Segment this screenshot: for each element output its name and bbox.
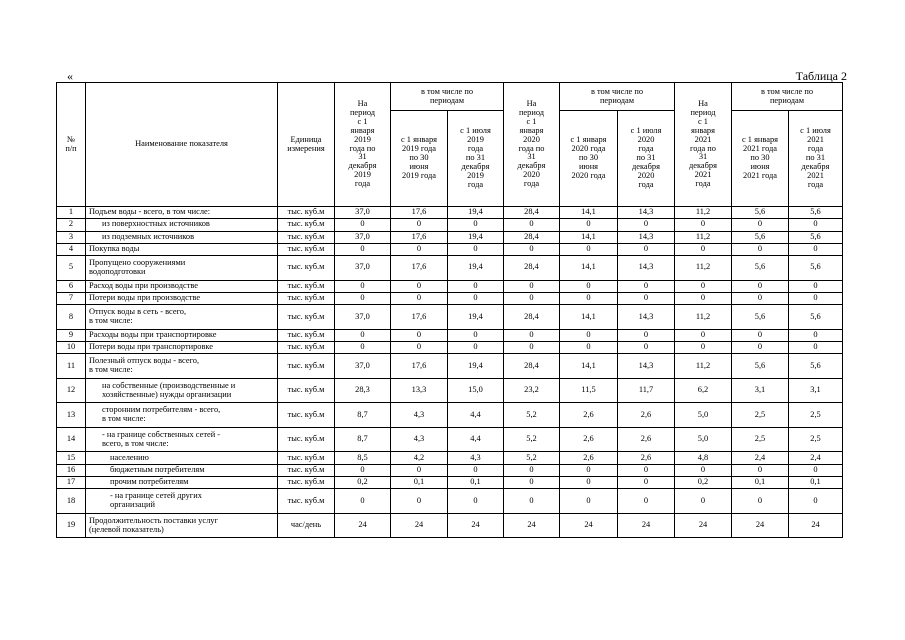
header-period-2020-total (504, 83, 560, 207)
value-cell: 0 (732, 342, 789, 354)
header-period-2019-group-text: в том числе по периодам (420, 86, 474, 105)
value-cell: 0 (560, 219, 618, 231)
indicator-name-cell: Расход воды при производстве (86, 280, 278, 292)
value-cell: 5,2 (504, 427, 560, 452)
value-cell: 4,4 (448, 403, 504, 428)
row-number-cell: 16 (57, 464, 86, 476)
value-cell: 8,7 (335, 427, 391, 452)
value-cell: 28,4 (504, 231, 560, 243)
value-cell: 2,6 (618, 452, 675, 464)
value-cell: 0 (732, 489, 789, 514)
value-cell: 5,6 (789, 207, 843, 219)
unit-cell: тыс. куб.м (278, 292, 335, 304)
row-number-cell: 3 (57, 231, 86, 243)
table-row (57, 219, 900, 231)
value-cell: 0,1 (448, 476, 504, 488)
row-number-cell: 15 (57, 452, 86, 464)
value-cell: 0 (675, 280, 732, 292)
value-cell: 0,1 (789, 476, 843, 488)
value-cell: 0 (675, 464, 732, 476)
value-cell: 8,7 (335, 403, 391, 428)
value-cell: 5,2 (504, 403, 560, 428)
value-cell: 5,0 (675, 403, 732, 428)
value-cell: 2,6 (560, 452, 618, 464)
value-cell: 0 (335, 329, 391, 341)
value-cell: 2,4 (789, 452, 843, 464)
indicator-name-cell: - на границе сетей других организаций (86, 489, 278, 514)
value-cell: 0 (732, 219, 789, 231)
header-period-2019-group (391, 83, 504, 111)
value-cell: 14,1 (560, 231, 618, 243)
value-cell: 0 (618, 219, 675, 231)
table-row (57, 342, 900, 354)
unit-cell: тыс. куб.м (278, 378, 335, 403)
header-indicator-name-text: Наименование показателя (135, 139, 228, 149)
value-cell: 0 (391, 280, 448, 292)
value-cell: 0 (448, 292, 504, 304)
header-period-2021-half2-text: с 1 июля 2021 года по 31 декабря 2021 года (800, 126, 831, 189)
value-cell: 0 (675, 243, 732, 255)
unit-cell: тыс. куб.м (278, 219, 335, 231)
header-period-2021-half2 (789, 111, 843, 207)
header-period-2020-total-text: На период с 1 января 2020 года по 31 декабря 2020 года (517, 98, 546, 189)
table-row (57, 354, 900, 379)
value-cell: 0 (504, 329, 560, 341)
value-cell: 0 (335, 243, 391, 255)
value-cell: 0 (504, 292, 560, 304)
header-period-2020-half2 (618, 111, 675, 207)
value-cell: 19,4 (448, 207, 504, 219)
value-cell: 11,7 (618, 378, 675, 403)
value-cell: 2,6 (618, 427, 675, 452)
value-cell: 19,4 (448, 305, 504, 330)
value-cell: 24 (789, 513, 843, 538)
value-cell: 28,3 (335, 378, 391, 403)
unit-cell: тыс. куб.м (278, 305, 335, 330)
table-row (57, 378, 900, 403)
indicator-name-cell: Подъем воды - всего, в том числе: (86, 207, 278, 219)
value-cell: 0 (618, 329, 675, 341)
value-cell: 0 (560, 329, 618, 341)
header-period-2021-group-text: в том числе по периодам (760, 86, 814, 105)
value-cell: 11,2 (675, 354, 732, 379)
value-cell: 4,4 (448, 427, 504, 452)
value-cell: 2,5 (789, 427, 843, 452)
value-cell: 11,2 (675, 305, 732, 330)
value-cell: 24 (335, 513, 391, 538)
value-cell: 5,6 (789, 354, 843, 379)
unit-cell: час/день (278, 513, 335, 538)
table-row (57, 403, 900, 428)
header-number-text: № п/п (65, 134, 77, 153)
value-cell: 14,3 (618, 231, 675, 243)
value-cell: 37,0 (335, 231, 391, 243)
value-cell: 0 (560, 243, 618, 255)
value-cell: 0 (732, 292, 789, 304)
value-cell: 2,5 (789, 403, 843, 428)
value-cell: 17,6 (391, 305, 448, 330)
value-cell: 14,1 (560, 354, 618, 379)
unit-cell: тыс. куб.м (278, 256, 335, 281)
indicator-name-cell: прочим потребителям (86, 476, 278, 488)
table-row (57, 476, 900, 488)
value-cell: 0 (504, 464, 560, 476)
header-period-2021-half1 (732, 111, 789, 207)
value-cell: 0 (448, 489, 504, 514)
value-cell: 2,4 (732, 452, 789, 464)
value-cell: 11,2 (675, 256, 732, 281)
table-row (57, 489, 900, 514)
header-period-2019-half1-text: с 1 января 2019 года по 30 июня 2019 года (400, 135, 438, 180)
header-unit-text: Единица измерения (287, 134, 325, 153)
value-cell: 0 (335, 292, 391, 304)
value-cell: 0 (391, 243, 448, 255)
table-row (57, 292, 900, 304)
value-cell: 6,2 (675, 378, 732, 403)
unit-cell: тыс. куб.м (278, 354, 335, 379)
value-cell: 37,0 (335, 354, 391, 379)
row-number-cell: 4 (57, 243, 86, 255)
value-cell: 11,2 (675, 231, 732, 243)
value-cell: 0 (675, 342, 732, 354)
value-cell: 0 (391, 329, 448, 341)
header-period-2021-half1-text: с 1 января 2021 года по 30 июня 2021 года (741, 135, 779, 180)
indicator-name-cell: Отпуск воды в сеть - всего, в том числе: (86, 305, 278, 330)
value-cell: 5,6 (789, 305, 843, 330)
unit-cell: тыс. куб.м (278, 489, 335, 514)
value-cell: 0 (789, 489, 843, 514)
value-cell: 24 (560, 513, 618, 538)
value-cell: 17,6 (391, 207, 448, 219)
value-cell: 28,4 (504, 256, 560, 281)
value-cell: 11,5 (560, 378, 618, 403)
unit-cell: тыс. куб.м (278, 243, 335, 255)
header-period-2019-half1 (391, 111, 448, 207)
header-number (57, 83, 86, 207)
unit-cell: тыс. куб.м (278, 342, 335, 354)
table-row (57, 427, 900, 452)
value-cell: 37,0 (335, 305, 391, 330)
value-cell: 0 (504, 243, 560, 255)
header-period-2021-group (732, 83, 843, 111)
indicator-name-cell: сторонним потребителям - всего, в том числе: (86, 403, 278, 428)
value-cell: 0 (618, 292, 675, 304)
table-caption: Таблица 2 (795, 69, 847, 83)
value-cell: 23,2 (504, 378, 560, 403)
value-cell: 0 (448, 280, 504, 292)
value-cell: 0 (391, 464, 448, 476)
value-cell: 0 (675, 292, 732, 304)
value-cell: 0,2 (335, 476, 391, 488)
header-unit (278, 83, 335, 207)
row-number-cell: 7 (57, 292, 86, 304)
value-cell: 2,5 (732, 427, 789, 452)
value-cell: 0 (504, 342, 560, 354)
header-period-2020-group (560, 83, 675, 111)
row-number-cell: 18 (57, 489, 86, 514)
table-row (57, 329, 900, 341)
indicator-name-cell: Расходы воды при транспортировке (86, 329, 278, 341)
value-cell: 28,4 (504, 305, 560, 330)
value-cell: 0 (618, 476, 675, 488)
value-cell: 4,8 (675, 452, 732, 464)
value-cell: 5,6 (789, 256, 843, 281)
value-cell: 0 (448, 464, 504, 476)
value-cell: 0 (335, 464, 391, 476)
indicator-name-cell: бюджетным потребителям (86, 464, 278, 476)
value-cell: 0 (560, 280, 618, 292)
value-cell: 14,3 (618, 354, 675, 379)
value-cell: 2,6 (618, 403, 675, 428)
value-cell: 3,1 (789, 378, 843, 403)
value-cell: 0 (732, 243, 789, 255)
value-cell: 14,1 (560, 256, 618, 281)
value-cell: 0 (504, 489, 560, 514)
value-cell: 0 (335, 489, 391, 514)
unit-cell: тыс. куб.м (278, 329, 335, 341)
value-cell: 15,0 (448, 378, 504, 403)
table-row (57, 256, 900, 281)
row-number-cell: 13 (57, 403, 86, 428)
value-cell: 0 (789, 464, 843, 476)
table-row (57, 452, 900, 464)
table-row (57, 513, 900, 538)
value-cell: 24 (391, 513, 448, 538)
header-period-2020-half2-text: с 1 июля 2020 года по 31 декабря 2020 года (630, 126, 662, 189)
value-cell: 0,2 (675, 476, 732, 488)
table-row (57, 231, 900, 243)
indicator-name-cell: - на границе собственных сетей - всего, в том числе: (86, 427, 278, 452)
row-number-cell: 17 (57, 476, 86, 488)
value-cell: 19,4 (448, 231, 504, 243)
value-cell: 4,3 (391, 403, 448, 428)
value-cell: 0 (732, 329, 789, 341)
row-number-cell: 1 (57, 207, 86, 219)
row-number-cell: 5 (57, 256, 86, 281)
row-number-cell: 6 (57, 280, 86, 292)
unit-cell: тыс. куб.м (278, 207, 335, 219)
indicator-name-cell: Пропущено сооружениями водоподготовки (86, 256, 278, 281)
indicator-name-cell: Потери воды при производстве (86, 292, 278, 304)
value-cell: 2,6 (560, 427, 618, 452)
value-cell: 0 (618, 489, 675, 514)
indicator-name-cell: Потери воды при транспортировке (86, 342, 278, 354)
value-cell: 5,6 (789, 231, 843, 243)
value-cell: 0 (675, 329, 732, 341)
indicator-name-cell: из поверхностных источников (86, 219, 278, 231)
row-number-cell: 2 (57, 219, 86, 231)
value-cell: 0 (448, 243, 504, 255)
unit-cell: тыс. куб.м (278, 452, 335, 464)
indicator-name-cell: из подземных источников (86, 231, 278, 243)
value-cell: 0,1 (732, 476, 789, 488)
value-cell: 0 (618, 243, 675, 255)
table-row (57, 305, 900, 330)
value-cell: 0 (618, 342, 675, 354)
header-period-2019-total (335, 83, 391, 207)
value-cell: 3,1 (732, 378, 789, 403)
row-number-cell: 8 (57, 305, 86, 330)
value-cell: 19,4 (448, 256, 504, 281)
value-cell: 0 (391, 292, 448, 304)
value-cell: 0 (448, 342, 504, 354)
value-cell: 5,6 (732, 231, 789, 243)
table-row (57, 464, 900, 476)
value-cell: 0 (789, 219, 843, 231)
value-cell: 0 (618, 280, 675, 292)
row-number-cell: 19 (57, 513, 86, 538)
value-cell: 0,1 (391, 476, 448, 488)
value-cell: 24 (448, 513, 504, 538)
value-cell: 0 (789, 292, 843, 304)
unit-cell: тыс. куб.м (278, 464, 335, 476)
row-number-cell: 14 (57, 427, 86, 452)
value-cell: 0 (732, 464, 789, 476)
value-cell: 0 (504, 219, 560, 231)
value-cell: 11,2 (675, 207, 732, 219)
value-cell: 0 (560, 476, 618, 488)
indicator-name-cell: на собственные (производственные и хозяйственные) нужды организации (86, 378, 278, 403)
value-cell: 0 (391, 342, 448, 354)
unit-cell: тыс. куб.м (278, 280, 335, 292)
row-number-cell: 12 (57, 378, 86, 403)
value-cell: 0 (618, 464, 675, 476)
value-cell: 0 (560, 342, 618, 354)
value-cell: 0 (789, 342, 843, 354)
value-cell: 0 (675, 219, 732, 231)
value-cell: 14,3 (618, 256, 675, 281)
value-cell: 17,6 (391, 354, 448, 379)
value-cell: 17,6 (391, 256, 448, 281)
table-body (57, 207, 900, 538)
value-cell: 0 (789, 280, 843, 292)
value-cell: 14,3 (618, 207, 675, 219)
value-cell: 14,1 (560, 207, 618, 219)
value-cell: 0 (732, 280, 789, 292)
row-number-cell: 9 (57, 329, 86, 341)
indicator-name-cell: Продолжительность поставки услуг (целевой показатель) (86, 513, 278, 538)
value-cell: 2,5 (732, 403, 789, 428)
value-cell: 0 (335, 342, 391, 354)
value-cell: 0 (504, 280, 560, 292)
value-cell: 0 (391, 219, 448, 231)
value-cell: 0 (560, 292, 618, 304)
indicators-table (56, 82, 900, 538)
indicator-name-cell: населению (86, 452, 278, 464)
value-cell: 0 (335, 280, 391, 292)
header-period-2020-half1 (560, 111, 618, 207)
value-cell: 2,6 (560, 403, 618, 428)
unit-cell: тыс. куб.м (278, 427, 335, 452)
table-row (57, 207, 900, 219)
opening-quote-mark: « (67, 69, 73, 83)
value-cell: 5,6 (732, 207, 789, 219)
value-cell: 24 (618, 513, 675, 538)
row-number-cell: 10 (57, 342, 86, 354)
value-cell: 0 (391, 489, 448, 514)
value-cell: 0 (504, 476, 560, 488)
value-cell: 5,6 (732, 256, 789, 281)
value-cell: 24 (675, 513, 732, 538)
value-cell: 4,2 (391, 452, 448, 464)
value-cell: 5,6 (732, 305, 789, 330)
value-cell: 0 (789, 243, 843, 255)
header-period-2021-total (675, 83, 732, 207)
value-cell: 28,4 (504, 207, 560, 219)
value-cell: 5,2 (504, 452, 560, 464)
value-cell: 14,3 (618, 305, 675, 330)
value-cell: 24 (504, 513, 560, 538)
unit-cell: тыс. куб.м (278, 403, 335, 428)
unit-cell: тыс. куб.м (278, 231, 335, 243)
value-cell: 0 (448, 329, 504, 341)
value-cell: 0 (448, 219, 504, 231)
value-cell: 4,3 (391, 427, 448, 452)
value-cell: 28,4 (504, 354, 560, 379)
value-cell: 19,4 (448, 354, 504, 379)
header-period-2019-half2 (448, 111, 504, 207)
table-row (57, 243, 900, 255)
value-cell: 5,6 (732, 354, 789, 379)
value-cell: 24 (732, 513, 789, 538)
indicator-name-cell: Покупка воды (86, 243, 278, 255)
value-cell: 37,0 (335, 207, 391, 219)
value-cell: 4,3 (448, 452, 504, 464)
value-cell: 0 (789, 329, 843, 341)
value-cell: 0 (675, 489, 732, 514)
table-row (57, 280, 900, 292)
header-period-2021-total-text: На период с 1 января 2021 года по 31 декабря 2021 года (689, 98, 717, 189)
value-cell: 37,0 (335, 256, 391, 281)
header-period-2020-half1-text: с 1 января 2020 года по 30 июня 2020 года (570, 135, 607, 180)
indicator-name-cell: Полезный отпуск воды - всего, в том числе: (86, 354, 278, 379)
value-cell: 0 (560, 489, 618, 514)
value-cell: 5,0 (675, 427, 732, 452)
value-cell: 17,6 (391, 231, 448, 243)
header-indicator-name (86, 83, 278, 207)
header-period-2020-group-text: в том числе по периодам (590, 86, 644, 105)
row-number-cell: 11 (57, 354, 86, 379)
value-cell: 0 (560, 464, 618, 476)
value-cell: 0 (335, 219, 391, 231)
unit-cell: тыс. куб.м (278, 476, 335, 488)
header-period-2019-half2-text: с 1 июля 2019 года по 31 декабря 2019 года (460, 126, 491, 189)
header-period-2019-total-text: На период с 1 января 2019 года по 31 декабря 2019 года (348, 98, 377, 189)
value-cell: 8,5 (335, 452, 391, 464)
value-cell: 14,1 (560, 305, 618, 330)
value-cell: 13,3 (391, 378, 448, 403)
